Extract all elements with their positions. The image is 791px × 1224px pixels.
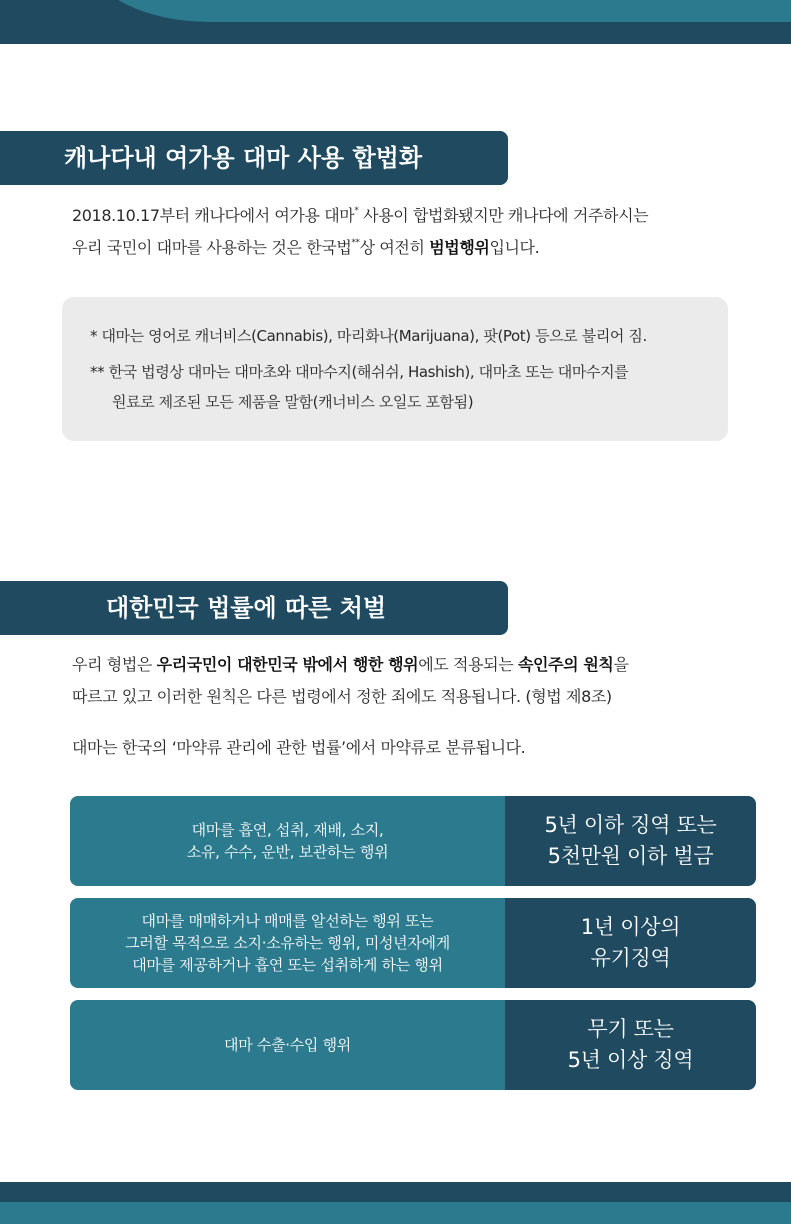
- section-title-legalization: 캐나다내 여가용 대마 사용 합법화: [0, 131, 508, 185]
- act-line: 대마를 매매하거나 매매를 알선하는 행위 또는: [141, 912, 434, 930]
- sentence-line: 유기징역: [590, 946, 671, 970]
- text-segment: 우리 국민이 대마를 사용하는 것은 한국법: [72, 238, 352, 257]
- penalty-sentence: [505, 898, 756, 988]
- section-title-punishment: 대한민국 법률에 따른 처벌: [0, 581, 508, 635]
- top-banner: [0, 0, 791, 44]
- footnote-mark: **: [351, 237, 360, 248]
- punishment-paragraph: [72, 649, 732, 713]
- text-segment: 우리 형법은: [72, 655, 157, 674]
- act-line: 소유, 수수, 운반, 보관하는 행위: [186, 843, 389, 861]
- footnote-2-line-2: 원료로 제조된 모든 제품을 말함(캐너비스 오일도 포함됨): [112, 393, 474, 411]
- text-segment: 을: [613, 655, 629, 674]
- penalty-act: [70, 796, 505, 886]
- footnote-2-line-1: ** 한국 법령상 대마는 대마초와 대마수지(해쉬쉬, Hashish), 대마초 또는 대마수지를: [90, 363, 629, 381]
- sentence-line: 5년 이상 징역: [567, 1048, 694, 1072]
- penalty-row: [70, 1000, 756, 1090]
- emphasis-text: 우리국민이 대한민국 밖에서 행한 행위: [156, 655, 419, 674]
- text-segment: 사용이 합법화됐지만 캐나다에 거주하시는: [358, 206, 649, 225]
- act-line: 그러할 목적으로 소지·소유하는 행위, 미성년자에게: [125, 934, 450, 952]
- text-segment: 입니다.: [489, 238, 540, 257]
- sentence-line: 5년 이하 징역 또는: [544, 813, 717, 837]
- paragraph-line: [72, 232, 732, 264]
- bottom-banner-stripe: [0, 1202, 791, 1224]
- footnote-mark: *: [354, 205, 359, 216]
- paragraph-line: [72, 200, 732, 232]
- emphasis-text: 범법행위: [429, 238, 490, 257]
- text-segment: 2018.10.17부터 캐나다에서 여가용 대마: [72, 206, 355, 225]
- penalty-act: [70, 898, 505, 988]
- sentence-line: 5천만원 이하 벌금: [547, 844, 714, 868]
- act-line: 대마 수출·수입 행위: [224, 1036, 351, 1054]
- penalty-row: [70, 898, 756, 988]
- penalty-row: [70, 796, 756, 886]
- sentence-line: 무기 또는: [587, 1017, 674, 1041]
- classification-paragraph: [72, 732, 732, 764]
- act-line: 대마를 흡연, 섭취, 재배, 소지,: [191, 821, 384, 839]
- paragraph-line: [72, 649, 732, 681]
- emphasis-text: 속인주의 원칙: [517, 655, 614, 674]
- paragraph-line: 대마는 한국의 ‘마약류 관리에 관한 법률’에서 마약류로 분류됩니다.: [72, 738, 526, 757]
- bottom-banner: [0, 1182, 791, 1224]
- legalization-paragraph: [72, 200, 732, 264]
- penalty-sentence: [505, 1000, 756, 1090]
- text-segment: 에도 적용되는: [418, 655, 518, 674]
- paragraph-line: 따르고 있고 이러한 원칙은 다른 법령에서 정한 죄에도 적용됩니다. (형법 제8조): [72, 687, 612, 706]
- sentence-line: 1년 이상의: [580, 915, 681, 939]
- top-banner-curve: [90, 0, 791, 22]
- footnote-1: * 대마는 영어로 캐너비스(Cannabis), 마리화나(Marijuana), 팟(Pot) 등으로 불리어 짐.: [90, 327, 647, 345]
- penalty-sentence: [505, 796, 756, 886]
- act-line: 대마를 제공하거나 흡연 또는 섭취하게 하는 행위: [132, 956, 443, 974]
- text-segment: 상 여전히: [359, 238, 430, 257]
- penalty-act: [70, 1000, 505, 1090]
- footnote-box: [62, 297, 728, 441]
